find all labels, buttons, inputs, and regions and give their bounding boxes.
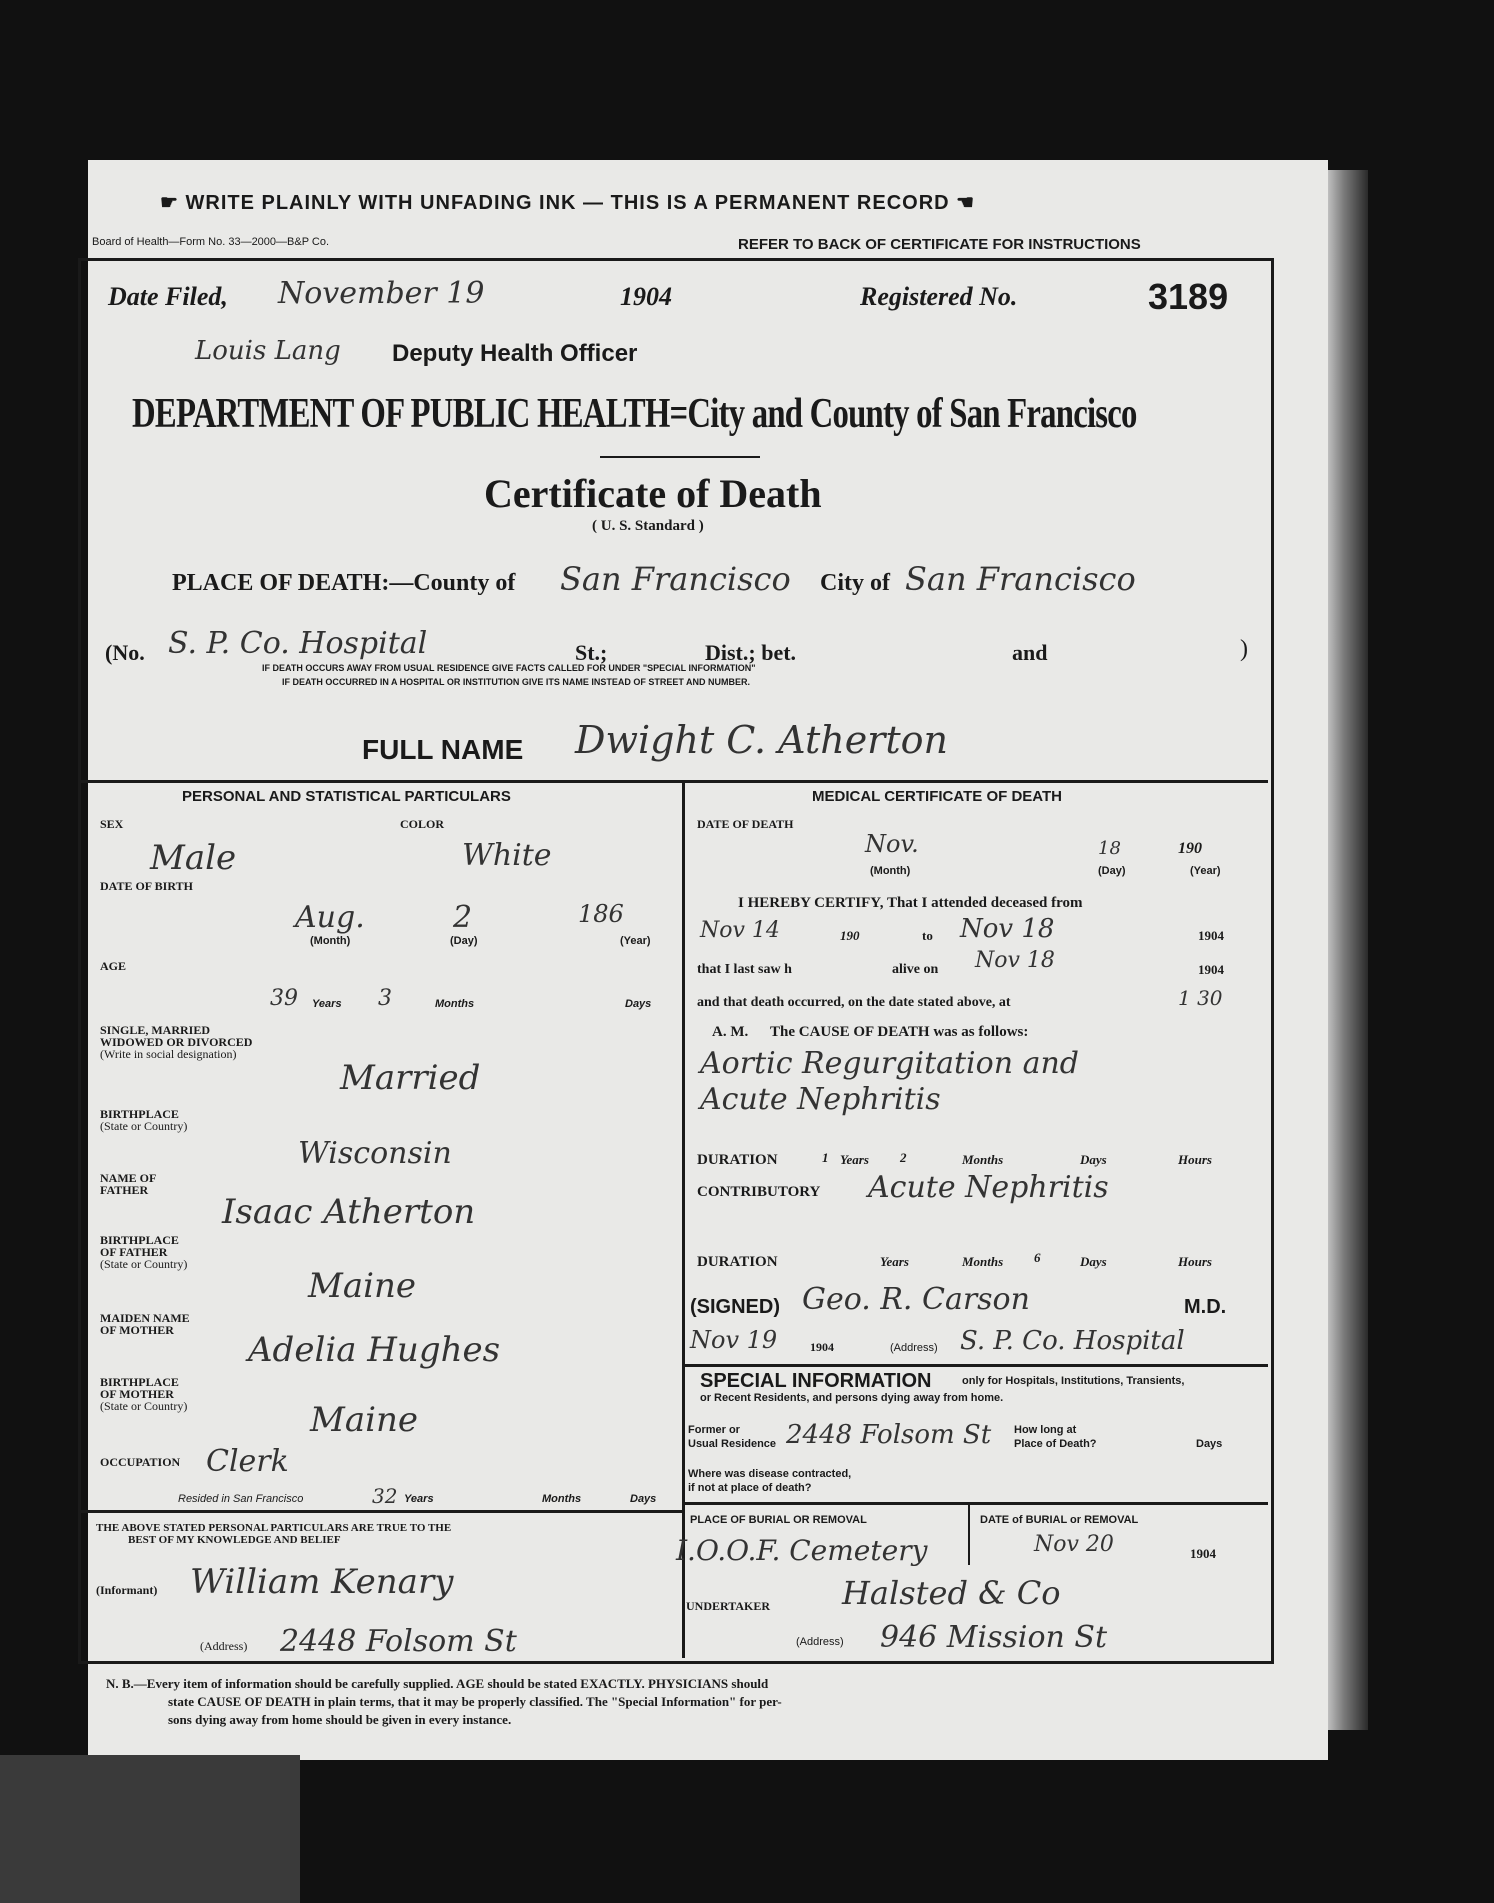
registered-no-label: Registered No. (860, 282, 1018, 311)
full-name-value: Dwight C. Atherton (575, 718, 948, 762)
cause-line-1: Aortic Regurgitation and (700, 1046, 1079, 1081)
scan-shadow (0, 1755, 300, 1903)
mother-label-1: MAIDEN NAME (100, 1311, 190, 1325)
father-birthplace-value: Maine (308, 1266, 416, 1306)
former-residence-label-2: Usual Residence (688, 1438, 777, 1450)
duration-2-years-caption: Years (880, 1254, 909, 1269)
physician-address-label: (Address) (890, 1342, 938, 1354)
informant-statement-1: THE ABOVE STATED PERSONAL PARTICULARS ARE TRUE TO THE (96, 1522, 452, 1534)
page-edge (1328, 170, 1368, 1730)
duration-1-months-caption: Months (962, 1152, 1004, 1167)
burial-date-label: DATE of BURIAL or REMOVAL (980, 1514, 1139, 1526)
duration-1-hours-caption: Hours (1178, 1152, 1212, 1167)
duration-label-1: DURATION (697, 1152, 778, 1168)
medical-heading: MEDICAL CERTIFICATE OF DEATH (812, 788, 1062, 805)
officer-signature: Louis Lang (195, 336, 341, 366)
duration-1-years-caption: Years (840, 1152, 869, 1167)
column-divider (682, 780, 685, 1658)
duration-1-years: 1 (822, 1150, 829, 1165)
father-label-2: FATHER (100, 1183, 149, 1197)
special-heading-note: only for Hospitals, Institutions, Transients, (962, 1375, 1185, 1387)
mother-birthplace-label-1: BIRTHPLACE (100, 1375, 179, 1389)
marital-label-2: WIDOWED OR DIVORCED (100, 1035, 253, 1049)
from-year-prefix: 190 (840, 928, 860, 943)
certificate-subtitle: ( U. S. Standard ) (592, 518, 704, 534)
duration-2-hours-caption: Hours (1178, 1254, 1212, 1269)
dod-day-caption: (Day) (1098, 865, 1126, 877)
informant-name: William Kenary (190, 1562, 454, 1602)
footnote-line-1: N. B.—Every item of information should be carefully supplied. AGE should be stated EXACTLY. PHYSICIANS should (106, 1676, 769, 1691)
burial-year: 1904 (1190, 1546, 1216, 1561)
filed-year: 1904 (620, 282, 672, 311)
resided-label: Resided in San Francisco (178, 1493, 304, 1505)
dob-year-caption: (Year) (620, 935, 651, 947)
informant-statement-2: BEST OF MY KNOWLEDGE AND BELIEF (128, 1534, 341, 1546)
marital-label-1: SINGLE, MARRIED (100, 1023, 211, 1037)
duration-1-days-caption: Days (1080, 1152, 1107, 1167)
attended-to: Nov 18 (960, 914, 1055, 944)
resided-years-caption: Years (404, 1493, 434, 1505)
marital-label-3: (Write in social designation) (100, 1047, 237, 1061)
burial-place: I.O.O.F. Cemetery (676, 1534, 928, 1567)
special-divider (684, 1364, 1268, 1367)
sex-label: SEX (100, 817, 124, 831)
former-residence: 2448 Folsom St (786, 1420, 992, 1450)
father-birthplace-label-3: (State or Country) (100, 1257, 188, 1271)
age-months: 3 (378, 986, 392, 1011)
last-saw-year: 1904 (1198, 962, 1224, 977)
city-value: San Francisco (905, 560, 1136, 598)
informant-label: (Informant) (96, 1583, 158, 1597)
signed-label: (SIGNED) (690, 1296, 780, 1318)
age-days-caption: Days (625, 998, 652, 1010)
banner-text: WRITE PLAINLY WITH UNFADING INK — THIS IS A PERMANENT RECORD (185, 192, 950, 214)
signature-year: 1904 (810, 1340, 834, 1354)
father-value: Isaac Atherton (222, 1192, 476, 1232)
md-label: M.D. (1184, 1296, 1227, 1318)
mother-birthplace-label-2: OF MOTHER (100, 1387, 174, 1401)
physician-address: S. P. Co. Hospital (960, 1326, 1185, 1356)
officer-label: Deputy Health Officer (392, 340, 638, 367)
burial-place-label: PLACE OF BURIAL OR REMOVAL (690, 1514, 867, 1526)
dod-year-caption: (Year) (1190, 865, 1221, 877)
close-paren: ) (1240, 636, 1248, 662)
full-name-label: FULL NAME (362, 734, 524, 765)
divider (600, 456, 760, 458)
father-label-1: NAME OF (100, 1171, 157, 1185)
birthplace-value: Wisconsin (298, 1136, 452, 1171)
sex-value: Male (150, 838, 237, 878)
burial-divider (684, 1502, 1268, 1505)
mother-value: Adelia Hughes (248, 1330, 501, 1370)
contributory-value: Acute Nephritis (868, 1170, 1109, 1205)
dod-month-caption: (Month) (870, 865, 911, 877)
refer-instructions: REFER TO BACK OF CERTIFICATE FOR INSTRUCTIONS (738, 236, 1141, 253)
number-label: (No. (105, 640, 145, 665)
street-label: St.; (575, 640, 608, 665)
signature-date: Nov 19 (690, 1326, 778, 1354)
special-heading-note-2: or Recent Residents, and persons dying away from home. (700, 1392, 1004, 1404)
informant-address-label: (Address) (200, 1639, 248, 1653)
duration-1-months: 2 (900, 1150, 907, 1165)
cause-line-2: Acute Nephritis (700, 1082, 941, 1117)
birthplace-label-2: (State or Country) (100, 1119, 188, 1133)
certificate-title: Certificate of Death (484, 471, 822, 516)
cause-label: The CAUSE OF DEATH was as follows: (770, 1024, 1029, 1040)
informant-divider (81, 1510, 683, 1513)
occupation-label: OCCUPATION (100, 1455, 181, 1469)
certify-statement: I HEREBY CERTIFY, That I attended deceased from (738, 895, 1083, 911)
father-birthplace-label-2: OF FATHER (100, 1245, 168, 1259)
attended-from: Nov 14 (700, 918, 780, 943)
father-birthplace-label-1: BIRTHPLACE (100, 1233, 179, 1247)
dod-year: 190 (1178, 840, 1202, 857)
number-value: S. P. Co. Hospital (168, 626, 428, 661)
mother-birthplace-label-3: (State or Country) (100, 1399, 188, 1413)
age-years: 39 (270, 986, 298, 1011)
and-label: and (1012, 640, 1048, 665)
burial-date: Nov 20 (1034, 1532, 1114, 1557)
date-filed-value: November 19 (278, 276, 485, 311)
duration-label-2: DURATION (697, 1254, 778, 1270)
color-label: COLOR (400, 817, 445, 831)
informant-address: 2448 Folsom St (280, 1624, 517, 1659)
personal-heading: PERSONAL AND STATISTICAL PARTICULARS (182, 788, 511, 805)
place-of-death-label: PLACE OF DEATH:—County of (172, 570, 516, 596)
resided-years: 32 (372, 1484, 398, 1508)
department-title: DEPARTMENT OF PUBLIC HEALTH=City and County of San Francisco (132, 391, 1137, 437)
age-months-caption: Months (435, 998, 475, 1010)
district-label: Dist.; bet. (705, 640, 797, 665)
last-saw-date: Nov 18 (975, 948, 1055, 973)
undertaker-label: UNDERTAKER (686, 1599, 771, 1613)
dod-month: Nov. (865, 830, 919, 858)
contributory-label: CONTRIBUTORY (697, 1184, 821, 1200)
age-label: AGE (100, 959, 127, 973)
undertaker-address: 946 Mission St (880, 1620, 1108, 1655)
dob-year: 186 (578, 900, 624, 928)
where-contracted-2: if not at place of death? (688, 1482, 812, 1494)
form-reference: Board of Health—Form No. 33—2000—B&P Co. (92, 236, 330, 248)
how-long-label-1: How long at (1014, 1424, 1077, 1436)
dob-day: 2 (453, 900, 473, 935)
hospital-note: IF DEATH OCCURRED IN A HOSPITAL OR INSTITUTION GIVE ITS NAME INSTEAD OF STREET AND NUMBER. (282, 677, 751, 687)
how-long-label-2: Place of Death? (1014, 1438, 1097, 1450)
age-years-caption: Years (312, 998, 342, 1010)
city-label: City of (820, 570, 890, 596)
occupation-value: Clerk (206, 1444, 289, 1479)
color-value: White (462, 838, 552, 873)
occurred-statement: and that death occurred, on the date stated above, at (697, 995, 1011, 1010)
former-residence-label-1: Former or (688, 1424, 740, 1436)
to-year: 1904 (1198, 928, 1224, 943)
dod-label: DATE OF DEATH (697, 817, 794, 831)
dob-label: DATE OF BIRTH (100, 879, 193, 893)
footnote-line-3: sons dying away from home should be given in every instance. (168, 1712, 512, 1727)
resided-months-caption: Months (542, 1493, 582, 1505)
duration-2-months: 6 (1034, 1250, 1041, 1265)
residence-note: IF DEATH OCCURS AWAY FROM USUAL RESIDENCE GIVE FACTS CALLED FOR UNDER "SPECIAL INFORMATION" (262, 663, 756, 673)
section-divider (81, 780, 1268, 783)
how-long-days: Days (1196, 1438, 1223, 1450)
undertaker-value: Halsted & Co (842, 1574, 1061, 1612)
alive-on-label: alive on (892, 962, 939, 977)
county-value: San Francisco (560, 560, 791, 598)
pointing-hand-icon: ☚ (949, 192, 976, 214)
pointing-hand-icon: ☛ (160, 192, 186, 214)
burial-column-divider (968, 1505, 970, 1565)
to-label: to (922, 928, 933, 943)
dob-month-caption: (Month) (310, 935, 351, 947)
special-heading: SPECIAL INFORMATION (700, 1370, 932, 1392)
marital-value: Married (340, 1058, 481, 1098)
birthplace-label-1: BIRTHPLACE (100, 1107, 179, 1121)
time-of-death: 1 30 (1178, 986, 1223, 1010)
duration-2-months-caption: Months (962, 1254, 1004, 1269)
dod-day: 18 (1098, 838, 1121, 859)
mother-label-2: OF MOTHER (100, 1323, 174, 1337)
duration-2-days-caption: Days (1080, 1254, 1107, 1269)
where-contracted-1: Where was disease contracted, (688, 1468, 852, 1480)
registered-number: 3189 (1148, 276, 1229, 317)
resided-days-caption: Days (630, 1493, 657, 1505)
last-saw-label: that I last saw h (697, 962, 792, 977)
banner (160, 190, 975, 215)
am-label: A. M. (712, 1024, 749, 1040)
date-filed-label: Date Filed, (108, 282, 228, 311)
mother-birthplace-value: Maine (310, 1400, 418, 1440)
dob-month: Aug. (295, 900, 365, 935)
undertaker-address-label: (Address) (796, 1636, 844, 1648)
physician-signature: Geo. R. Carson (802, 1282, 1030, 1317)
dob-day-caption: (Day) (450, 935, 478, 947)
footnote-line-2: state CAUSE OF DEATH in plain terms, that it may be properly classified. The "Special Information" for per- (168, 1694, 782, 1709)
